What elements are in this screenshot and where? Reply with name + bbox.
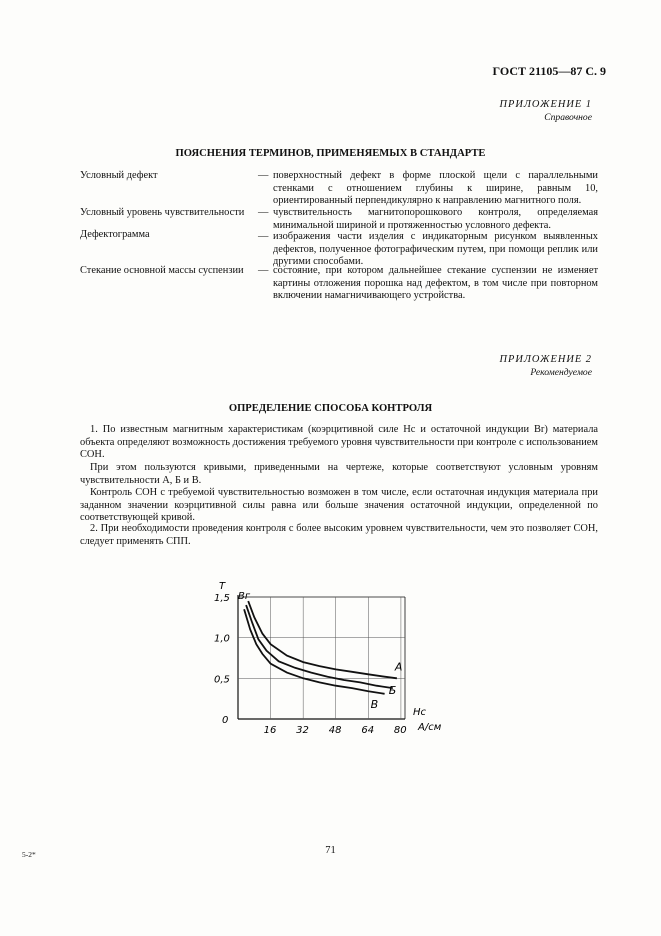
appendix2-title: ПРИЛОЖЕНИЕ 2 <box>499 354 592 365</box>
series-label: А <box>394 660 403 674</box>
series-label: В <box>370 697 379 711</box>
definition-1: поверхностный дефект в форме плоской щели с параллельными стенками с отношением глубины к ширине, равным 10, ориентированный перпендикулярно к направлению магнитного поля. <box>273 170 598 207</box>
induction-chart <box>200 575 450 745</box>
series-line-3 <box>244 609 385 694</box>
document-header: ГОСТ 21105—87 С. 9 <box>492 64 606 78</box>
x-symbol-label: Hc <box>413 707 427 718</box>
appendix2-heading: ОПРЕДЕЛЕНИЕ СПОСОБА КОНТРОЛЯ <box>228 403 433 414</box>
definition-4: состояние, при котором дальнейшее стекание суспензии не изменяет картины отложения порошка над дефектом, в том числе при повторном включении намагничивающего устройства. <box>273 265 598 302</box>
x-tick-label: 16 <box>263 725 277 736</box>
y-unit-label: Т <box>219 581 226 592</box>
series-label: Б <box>388 684 397 698</box>
term-dash-1: — <box>258 170 269 181</box>
term-dash-2: — <box>258 207 269 218</box>
x-unit-label: А/см <box>418 722 442 733</box>
paragraph-1: 1. По известным магнитным характеристикам (коэрцитивной силе Hc и остаточной индукции Br) материала объекта определяют возможность достижения требуемого уровня чувствительности при контроле с использованием СОН. <box>80 424 598 461</box>
footer-mark: 5-2* <box>22 850 36 859</box>
term-3: Дефектограмма <box>80 229 150 240</box>
x-tick-label: 64 <box>361 725 375 736</box>
x-tick-label: 32 <box>296 725 309 736</box>
appendix2-status: Рекомендуемое <box>530 366 592 378</box>
x-tick-label: 80 <box>393 725 407 736</box>
y-tick-label: 0,5 <box>214 674 230 686</box>
term-4: Стекание основной массы суспензии <box>80 265 244 276</box>
paragraph-3: Контроль СОН с требуемой чувствительностью возможен в том числе, если остаточная индукция материала при заданном значении коэрцитивной силы равна или больше значения остаточной индукции, определенной по соответствующей кривой. <box>80 487 598 524</box>
paragraph-2: При этом пользуются кривыми, приведенными на чертеже, которые соответствуют условным уровням чувствительности А, Б и В. <box>80 462 598 486</box>
paragraph-4: 2. При необходимости проведения контроля с более высоким уровнем чувствительности, чем это позволяет СОН, следует применять СПП. <box>80 523 598 547</box>
y-symbol-label: Bг <box>238 591 251 602</box>
page-number: 71 <box>325 845 336 856</box>
appendix1-status: Справочное <box>544 111 592 123</box>
appendix2-label <box>499 354 592 379</box>
chart-grid <box>238 595 405 719</box>
appendix1-title: ПРИЛОЖЕНИЕ 1 <box>499 99 592 110</box>
term-2: Условный уровень чувствительности <box>80 207 245 218</box>
series-line-2 <box>246 605 393 688</box>
term-dash-4: — <box>258 265 269 276</box>
origin-label: 0 <box>222 715 229 726</box>
definition-3: изображения части изделия с индикаторным рисунком выявленных дефектов, полученное фотографическим путем, при помощи реплик или другими способами. <box>273 231 598 268</box>
appendix1-heading: ПОЯСНЕНИЯ ТЕРМИНОВ, ПРИМЕНЯЕМЫХ В СТАНДАРТЕ <box>175 148 486 159</box>
appendix1-label <box>499 99 592 124</box>
term-1: Условный дефект <box>80 170 158 181</box>
x-tick-label: 48 <box>328 725 342 736</box>
definition-2: чувствительность магнитопорошкового контроля, определяемая минимальной шириной и протяженностью условного дефекта. <box>273 207 598 231</box>
term-dash-3: — <box>258 231 269 242</box>
chart-lines <box>244 601 402 711</box>
y-tick-label: 1,5 <box>214 593 230 604</box>
y-tick-label: 1,0 <box>214 633 230 645</box>
